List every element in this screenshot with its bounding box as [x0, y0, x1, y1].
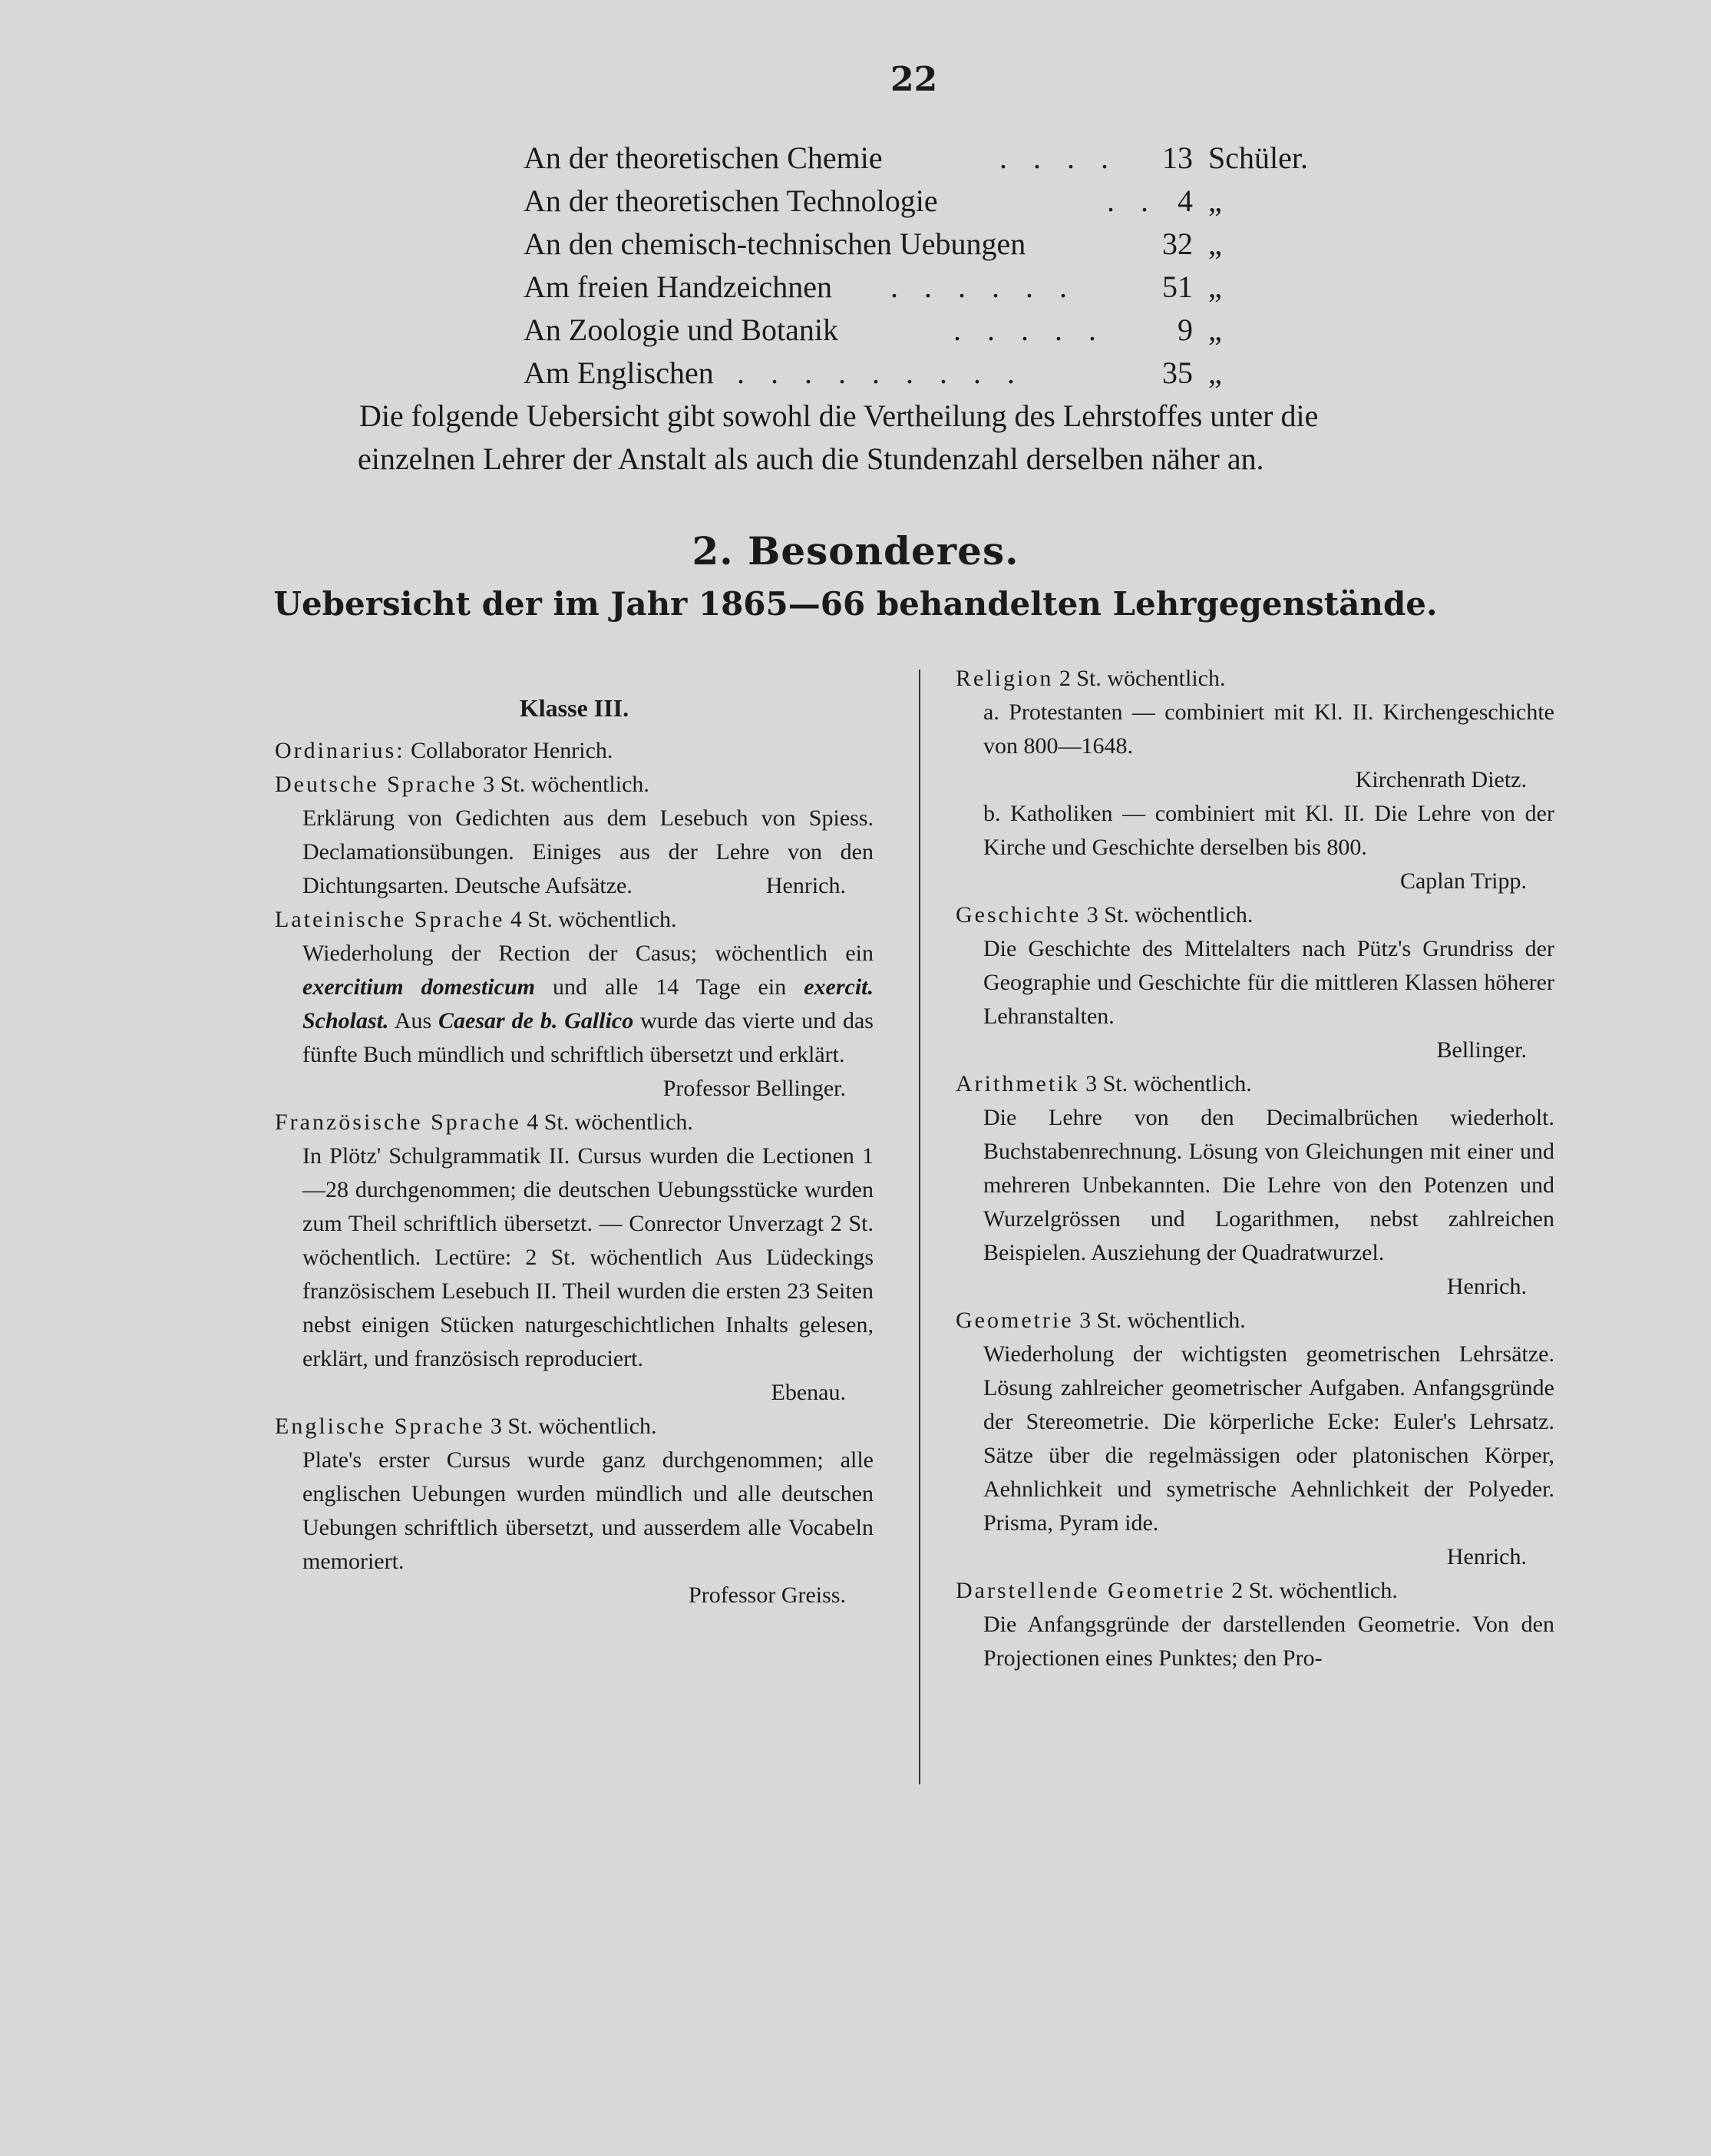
subject-description: Die Lehre von den Decimalbrüchen wiederholt. Buchstabenrechnung. Lösung von Gleichungen mit einer und mehreren Unbekannten. Die Lehre von den Potenzen und Wurzelgrössen und Logarithmen, nebst zahlreichen Beispielen. Ausziehung der Quadratwurzel.: [983, 1105, 1554, 1265]
stats-count: 51: [1162, 270, 1193, 304]
stats-row: [524, 266, 1329, 309]
intro-paragraph: [359, 395, 1564, 481]
subject-heading: [275, 1106, 874, 1139]
teacher-name: Ebenau.: [771, 1380, 846, 1405]
stats-subject: Am freien Handzeichnen: [524, 270, 833, 304]
teacher-name: Professor Greiss.: [689, 1582, 846, 1608]
stats-subject: An der theoretischen Chemie: [524, 141, 883, 175]
subject-name: Geschichte: [956, 902, 1082, 928]
subject-heading: [275, 903, 874, 937]
subject-hours: 2 St. wöchentlich.: [1059, 666, 1226, 691]
stats-leader: . . . . .: [953, 312, 1105, 347]
section-heading: 2. Besonderes.: [692, 528, 1019, 574]
subject-heading: [956, 662, 1554, 696]
stats-leader: . . . .: [999, 141, 1118, 175]
stats-leader: . . . . . .: [890, 270, 1076, 304]
teacher-name: Henrich.: [765, 873, 846, 898]
subject-name: Religion: [956, 666, 1054, 691]
subject-name: Lateinische Sprache: [275, 907, 505, 932]
subject-heading: [275, 1410, 874, 1443]
stats-leader: . .: [1107, 184, 1158, 218]
stats-count: 35: [1162, 355, 1193, 390]
teacher-name: Henrich.: [1446, 1544, 1527, 1569]
subject-description: In Plötz' Schulgrammatik II. Cursus wurden die Lectionen 1—28 durchgenommen; die deutschen Uebungsstücke wurden zum Theil schriftlich übersetzt. — Conrector Unverzagt 2 St. wöchentlich. Lectüre: 2 St. wöchentlich Aus Lüdeckings französischem Lesebuch II. Theil wurden die ersten 23 Seiten nebst einigen Stücken naturgeschichtlichen Inhalts gelesen, erklärt, und französisch reproduciert.: [302, 1143, 874, 1371]
right-column: [956, 662, 1554, 1675]
stats-unit: „: [1208, 355, 1222, 390]
subject-hours: 2 St. wöchentlich.: [1231, 1578, 1398, 1603]
stats-subject: An der theoretischen Technologie: [524, 184, 938, 218]
subject-heading: [956, 1304, 1554, 1338]
subject-name: Englische Sprache: [275, 1414, 485, 1439]
subject-description: Wiederholung der Rection der Casus; wöchentlich ein exercitium domesticum und alle 14 Tage ein exercit. Scholast. Aus Caesar de b. Gallico wurde das vierte und das fünfte Buch mündlich und schriftlich übersetzt und erklärt.: [302, 941, 874, 1067]
sub-heading: Uebersicht der im Jahr 1865—66 behandelten Lehrgegenstände.: [273, 585, 1438, 623]
stats-unit: Schüler.: [1208, 141, 1308, 175]
ordinarius-value: Collaborator Henrich.: [411, 738, 613, 763]
teacher-name: Caplan Tripp.: [1399, 868, 1527, 894]
subject-name: Darstellende Geometrie: [956, 1578, 1226, 1603]
subject-hours: 3 St. wöchentlich.: [1085, 1071, 1252, 1096]
column-divider: [919, 670, 920, 1784]
subject-hours: 4 St. wöchentlich.: [510, 907, 677, 932]
stats-row: [524, 137, 1329, 180]
stats-subject: An den chemisch-technischen Uebungen: [524, 227, 1026, 261]
subject-description: Erklärung von Gedichten aus dem Lesebuch von Spiess. Declamationsübungen. Einiges aus der Lehre von den Dichtungsarten. Deutsche Aufsätze.: [302, 805, 874, 898]
stats-subject: An Zoologie und Botanik: [524, 312, 838, 347]
subject-hours: 3 St. wöchentlich.: [1079, 1308, 1246, 1333]
subject-hours: 3 St. wöchentlich.: [490, 1414, 657, 1439]
subject-description: Die Geschichte des Mittelalters nach Pütz's Grundriss der Geographie und Geschichte für die mittleren Klassen höherer Lehranstalten.: [983, 936, 1554, 1029]
subject-hours: 4 St. wöchentlich.: [527, 1109, 693, 1135]
subject-hours: 3 St. wöchentlich.: [483, 772, 649, 797]
subject-name: Deutsche Sprache: [275, 772, 477, 797]
stats-row: [524, 309, 1329, 352]
subject-description: a. Protestanten — combiniert mit Kl. II. Kirchengeschichte von 800—1648.: [983, 699, 1554, 759]
class-heading: Klasse III.: [519, 694, 629, 722]
stats-unit: „: [1208, 312, 1222, 347]
stats-count: 9: [1178, 312, 1193, 347]
stats-leader: . . . . . . . . .: [737, 355, 1024, 390]
left-column: [275, 691, 874, 1612]
teacher-name: Henrich.: [1446, 1274, 1527, 1299]
teacher-name: Kirchenrath Dietz.: [1355, 767, 1527, 792]
intro-line: einzelnen Lehrer der Anstalt als auch die Stundenzahl derselben näher an.: [358, 441, 1264, 476]
stats-row: [524, 180, 1329, 223]
subject-heading: [956, 898, 1554, 932]
subject-name: Arithmetik: [956, 1071, 1080, 1096]
stats-unit: „: [1208, 270, 1222, 304]
subject-description: Wiederholung der wichtigsten geometrischen Lehrsätze. Lösung zahlreicher geometrischer Aufgaben. Anfangsgründe der Stereometrie. Die körperliche Ecke: Euler's Lehrsatz. Sätze über die regelmässigen oder platonischen Körper, Aehnlichkeit und symetrische Aehnlichkeit der Polyeder. Prisma, Pyram ide.: [983, 1341, 1554, 1536]
intro-line: Die folgende Uebersicht gibt sowohl die Vertheilung des Lehrstoffes unter die: [359, 398, 1319, 433]
teacher-name: Professor Bellinger.: [662, 1076, 846, 1101]
stats-count: 32: [1162, 227, 1193, 261]
subject-description: Plate's erster Cursus wurde ganz durchgenommen; alle englischen Uebungen wurden mündlich und alle deutschen Uebungen schriftlich übersetzt, und ausserdem alle Vocabeln memoriert.: [302, 1447, 874, 1574]
stats-subject: Am Englischen: [524, 355, 714, 390]
stats-row: [524, 352, 1329, 395]
page-number: 22: [890, 60, 938, 99]
subject-hours: 3 St. wöchentlich.: [1086, 902, 1254, 928]
subject-heading: [956, 1574, 1554, 1608]
stats-row: [524, 223, 1329, 266]
subject-heading: [956, 1067, 1554, 1101]
stats-count: 13: [1162, 141, 1193, 175]
enrollment-statistics: [524, 137, 1329, 395]
stats-unit: „: [1208, 184, 1222, 218]
subject-heading: [275, 768, 874, 802]
teacher-name: Bellinger.: [1436, 1037, 1527, 1063]
subject-name: Französische Sprache: [275, 1109, 521, 1135]
subject-name: Geometrie: [956, 1308, 1074, 1333]
stats-unit: „: [1208, 227, 1222, 261]
ordinarius-line: [275, 734, 874, 768]
subject-description: b. Katholiken — combiniert mit Kl. II. Die Lehre von der Kirche und Geschichte derselben bis 800.: [983, 801, 1554, 860]
ordinarius-label: Ordinarius:: [275, 738, 405, 763]
stats-count: 4: [1178, 184, 1193, 218]
subject-description: Die Anfangsgründe der darstellenden Geometrie. Von den Projectionen eines Punktes; den Pro-: [983, 1612, 1554, 1671]
